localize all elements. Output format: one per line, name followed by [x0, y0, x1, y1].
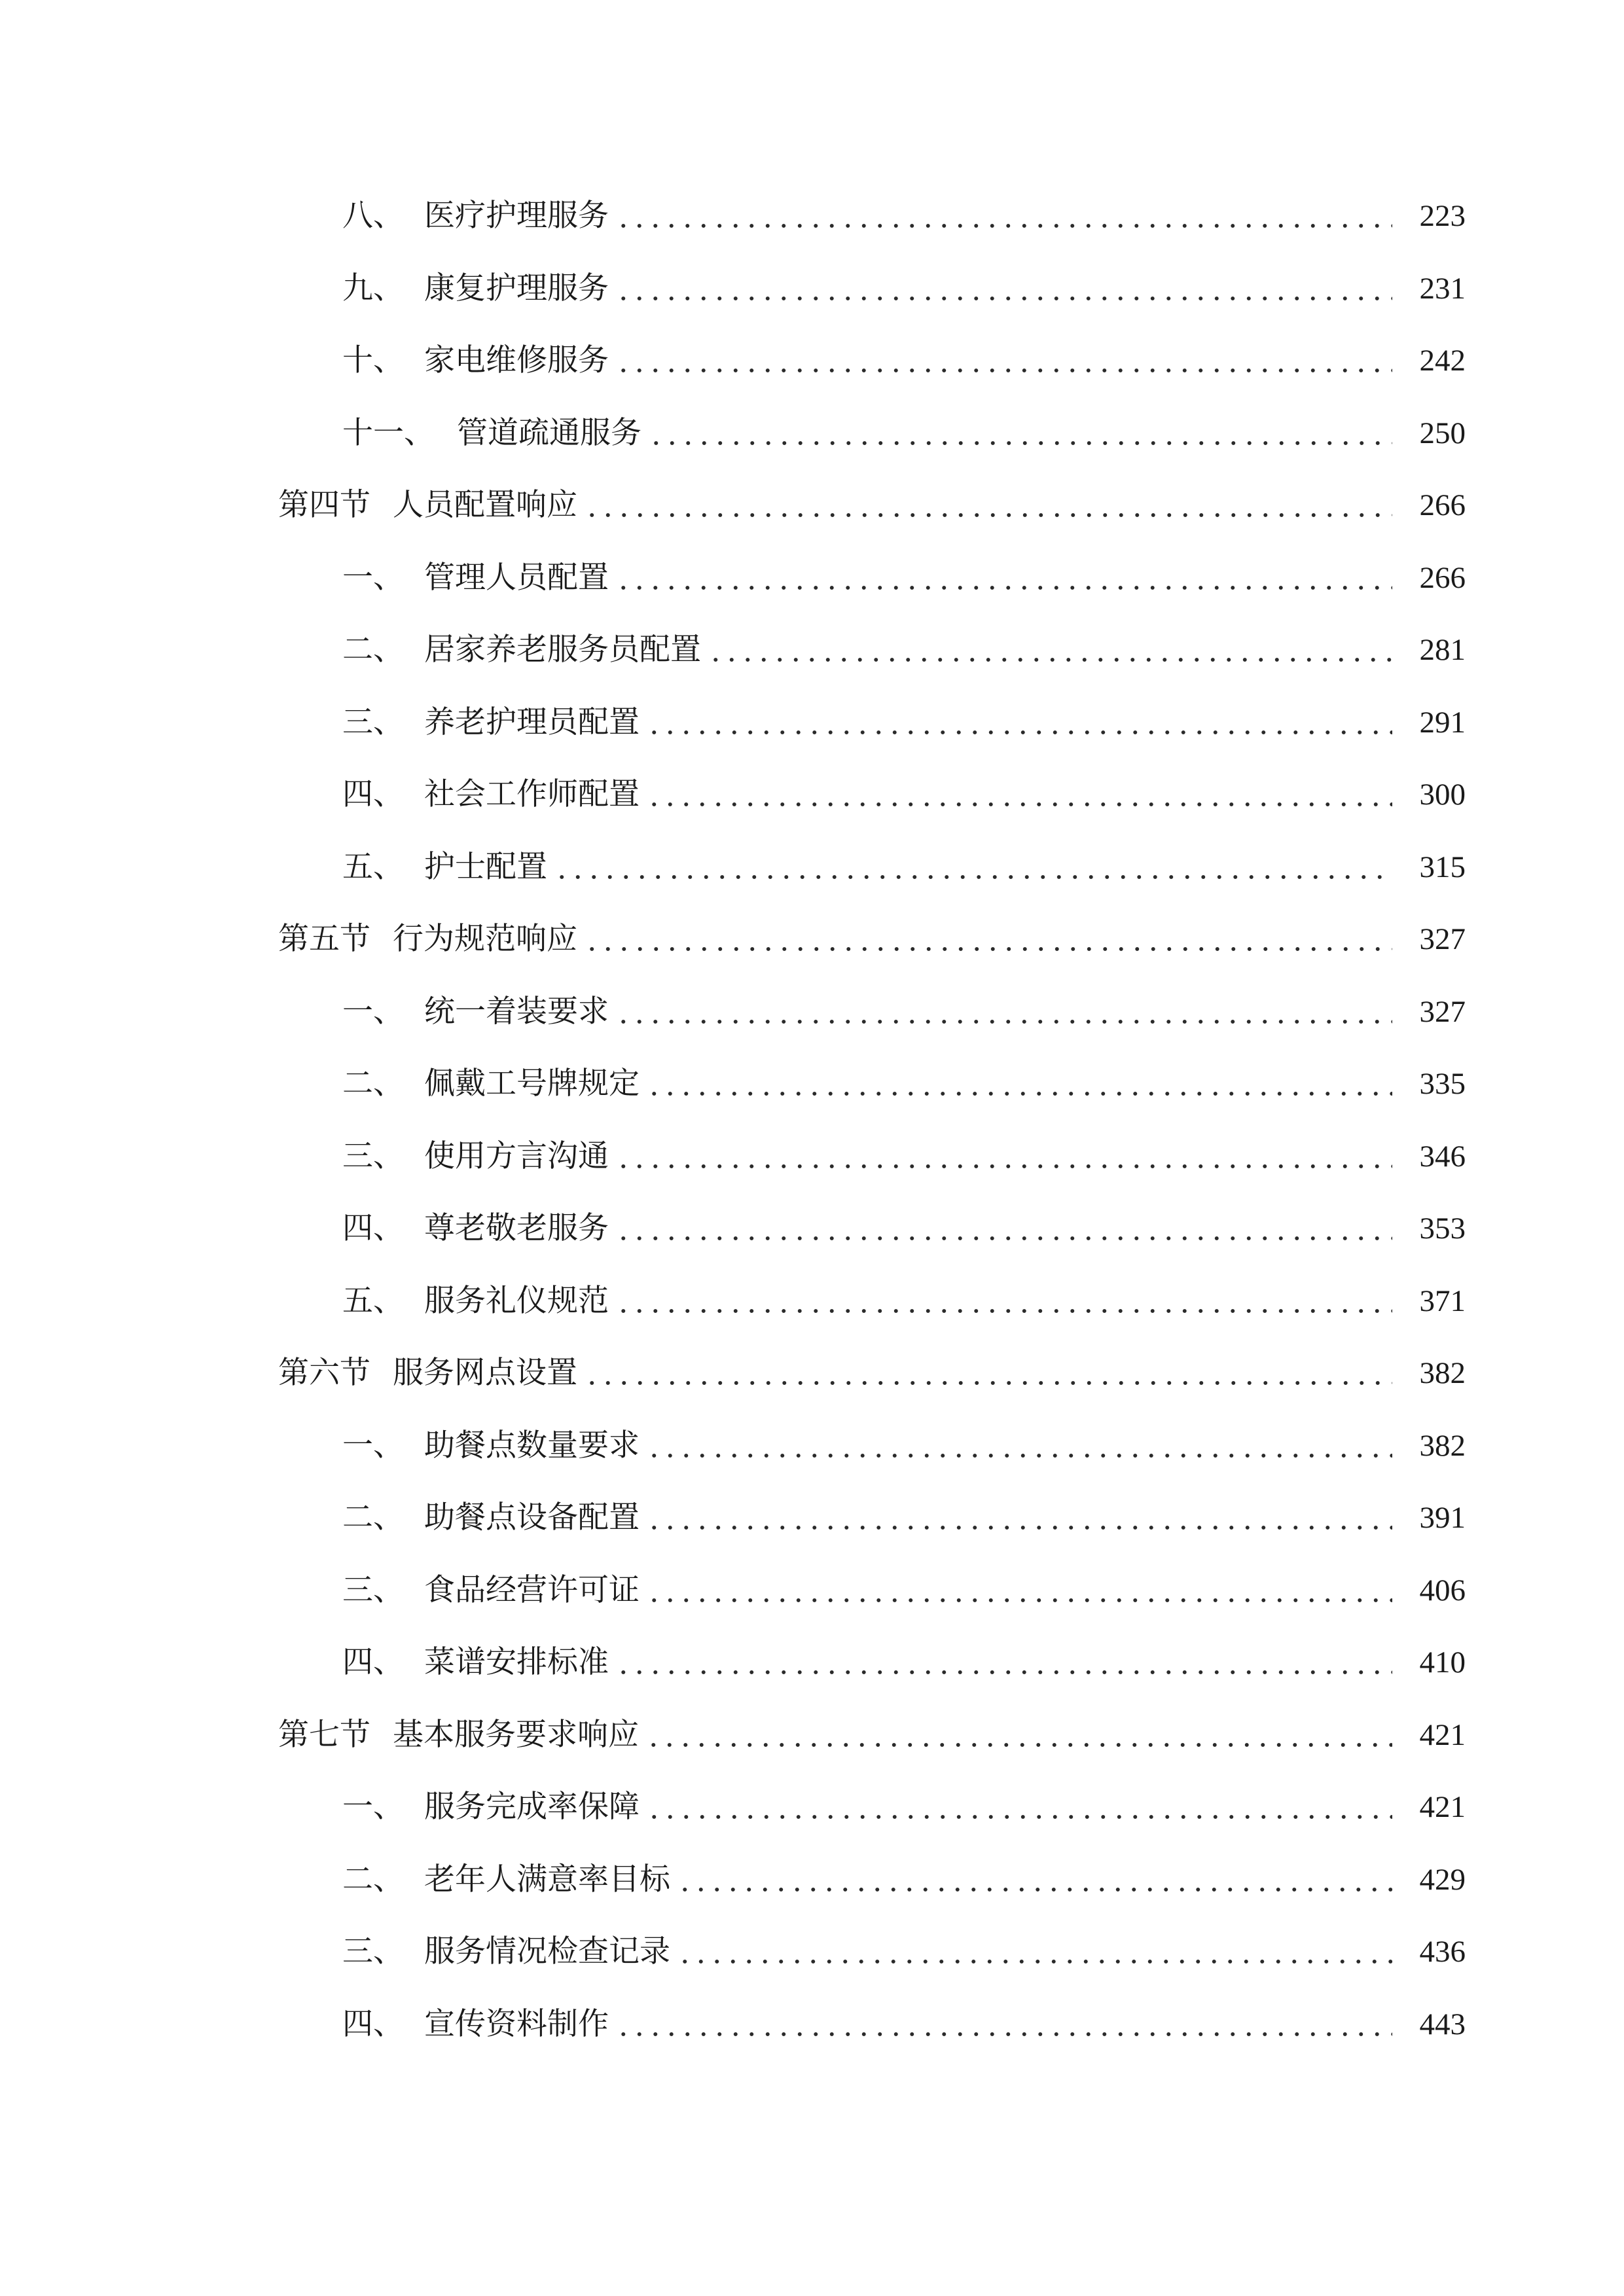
- toc-page-number: 421: [1419, 1717, 1466, 1752]
- dot-leader: [645, 1709, 1392, 1761]
- toc-page-number: 353: [1419, 1211, 1466, 1246]
- dot-leader: [615, 334, 1392, 387]
- dot-leader: [615, 986, 1392, 1038]
- toc-subsection-row[interactable]: [0, 262, 1624, 315]
- toc-entry-title: 使用方言沟通: [424, 1138, 609, 1174]
- toc-entry-title: 居家养老服务员配置: [424, 632, 701, 668]
- dot-leader: [615, 1636, 1392, 1689]
- toc-entry-number: 三、: [342, 1571, 404, 1608]
- toc-page-number: 223: [1419, 199, 1466, 233]
- toc-section-row[interactable]: [0, 1347, 1624, 1399]
- toc-subsection-row[interactable]: [0, 407, 1624, 459]
- toc-page-number: 406: [1419, 1573, 1466, 1607]
- dot-leader: [646, 1564, 1392, 1617]
- toc-page-number: 410: [1419, 1645, 1466, 1679]
- dot-leader: [646, 696, 1392, 749]
- dot-leader: [615, 1275, 1392, 1327]
- dot-leader: [615, 1998, 1392, 2051]
- toc-page-number: 291: [1419, 705, 1466, 740]
- toc-entry-number: 一、: [342, 1789, 404, 1825]
- toc-entry-number: 二、: [342, 1499, 404, 1535]
- toc-entry-number: 三、: [342, 1933, 404, 1969]
- toc-entry-title: 康复护理服务: [424, 270, 609, 306]
- toc-subsection-row[interactable]: [0, 1636, 1624, 1689]
- toc-entry-title: 服务礼仪规范: [424, 1282, 609, 1319]
- toc-entry-title: 家电维修服务: [424, 342, 609, 378]
- toc-entry-title: 社会工作师配置: [424, 776, 640, 812]
- toc-subsection-row[interactable]: [0, 1492, 1624, 1544]
- dot-leader: [615, 262, 1392, 315]
- toc-entry-title: 医疗护理服务: [424, 198, 609, 234]
- toc-subsection-row[interactable]: [0, 1564, 1624, 1617]
- toc-entry-number: 第五节: [278, 921, 370, 957]
- toc-entry-number: 十、: [342, 342, 404, 378]
- toc-page-number: 443: [1419, 2007, 1466, 2041]
- toc-entry-number: 二、: [342, 1066, 404, 1102]
- toc-entry-title: 尊老敬老服务: [424, 1210, 609, 1246]
- toc-entry-title: 宣传资料制作: [424, 2005, 609, 2042]
- toc-entry-title: 服务情况检查记录: [424, 1933, 670, 1969]
- dot-leader: [584, 913, 1392, 965]
- dot-leader: [646, 1420, 1392, 1472]
- toc-page-number: 266: [1419, 488, 1466, 522]
- toc-entry-title: 人员配置响应: [393, 487, 577, 523]
- toc-entry-title: 佩戴工号牌规定: [424, 1066, 640, 1102]
- dot-leader: [646, 1058, 1392, 1110]
- toc-page-number: 335: [1419, 1067, 1466, 1101]
- toc-entry-title: 助餐点设备配置: [424, 1499, 640, 1535]
- dot-leader: [615, 190, 1392, 242]
- toc-entry-number: 第六节: [278, 1355, 370, 1391]
- toc-page-number: 300: [1419, 778, 1466, 812]
- toc-page-number: 346: [1419, 1139, 1466, 1174]
- toc-entry-number: 八、: [342, 198, 404, 234]
- dot-leader: [648, 407, 1392, 459]
- toc-entry-number: 五、: [342, 1282, 404, 1319]
- toc-entry-title: 服务完成率保障: [424, 1789, 640, 1825]
- toc-subsection-row[interactable]: [0, 552, 1624, 604]
- toc-entry-title: 养老护理员配置: [424, 704, 640, 740]
- toc-entry-title: 管理人员配置: [424, 559, 609, 596]
- toc-entry-number: 四、: [342, 1210, 404, 1246]
- toc-page-number: 429: [1419, 1862, 1466, 1897]
- toc-page-number: 315: [1419, 850, 1466, 884]
- toc-entry-number: 二、: [342, 632, 404, 668]
- dot-leader: [677, 1926, 1392, 1978]
- toc-entry-title: 菜谱安排标准: [424, 1644, 609, 1680]
- toc-subsection-row[interactable]: [0, 334, 1624, 387]
- toc-entry-title: 行为规范响应: [393, 921, 577, 957]
- toc-entry-title: 助餐点数量要求: [424, 1427, 640, 1463]
- toc-page-number: 327: [1419, 994, 1466, 1029]
- toc-page-number: 327: [1419, 922, 1466, 956]
- toc-section-row[interactable]: [0, 1709, 1624, 1761]
- toc-subsection-row[interactable]: [0, 768, 1624, 821]
- toc-subsection-row[interactable]: [0, 1058, 1624, 1110]
- toc-entry-title: 服务网点设置: [393, 1355, 577, 1391]
- toc-entry-number: 十一、: [342, 414, 435, 451]
- toc-subsection-row[interactable]: [0, 1202, 1624, 1255]
- toc-section-row[interactable]: [0, 913, 1624, 965]
- toc-entry-title: 食品经营许可证: [424, 1571, 640, 1608]
- toc-page-number: 391: [1419, 1501, 1466, 1535]
- dot-leader: [615, 552, 1392, 604]
- toc-entry-number: 三、: [342, 1138, 404, 1174]
- dot-leader: [615, 1130, 1392, 1183]
- toc-subsection-row[interactable]: [0, 986, 1624, 1038]
- toc-page-number: 250: [1419, 416, 1466, 450]
- toc-page-number: 371: [1419, 1283, 1466, 1318]
- toc-page-number: 266: [1419, 560, 1466, 595]
- toc-entry-number: 三、: [342, 704, 404, 740]
- toc-entry-number: 第七节: [278, 1716, 370, 1753]
- toc-page-number: 242: [1419, 344, 1466, 378]
- dot-leader: [646, 1781, 1392, 1833]
- toc-page-number: 436: [1419, 1935, 1466, 1969]
- toc-entry-number: 一、: [342, 993, 404, 1030]
- toc-section-row[interactable]: [0, 479, 1624, 531]
- toc-entry-number: 第四节: [278, 487, 370, 523]
- toc-entry-number: 一、: [342, 559, 404, 596]
- toc-subsection-row[interactable]: [0, 1420, 1624, 1472]
- toc-page-number: 382: [1419, 1428, 1466, 1463]
- toc-entry-number: 二、: [342, 1861, 404, 1897]
- toc-subsection-row[interactable]: [0, 190, 1624, 242]
- dot-leader: [584, 479, 1392, 531]
- toc-entry-number: 九、: [342, 270, 404, 306]
- toc-subsection-row[interactable]: [0, 1275, 1624, 1327]
- toc-entry-number: 五、: [342, 848, 404, 885]
- dot-leader: [554, 841, 1392, 893]
- toc-page-number: 231: [1419, 271, 1466, 306]
- toc-entry-number: 一、: [342, 1427, 404, 1463]
- toc-subsection-row[interactable]: [0, 1130, 1624, 1183]
- toc-entry-title: 基本服务要求响应: [393, 1716, 639, 1753]
- toc-entry-title: 老年人满意率目标: [424, 1861, 670, 1897]
- toc-entry-title: 管道疏通服务: [457, 414, 641, 451]
- toc-subsection-row[interactable]: [0, 1854, 1624, 1906]
- toc-subsection-row[interactable]: [0, 1781, 1624, 1833]
- toc-page-number: 382: [1419, 1356, 1466, 1390]
- toc-page-number: 421: [1419, 1790, 1466, 1824]
- toc-entry-number: 四、: [342, 2005, 404, 2042]
- dot-leader: [677, 1854, 1392, 1906]
- toc-entry-number: 四、: [342, 776, 404, 812]
- dot-leader: [646, 1492, 1392, 1544]
- dot-leader: [584, 1347, 1392, 1399]
- toc-subsection-row[interactable]: [0, 624, 1624, 676]
- toc-subsection-row[interactable]: [0, 841, 1624, 893]
- toc-entry-title: 护士配置: [424, 848, 547, 885]
- toc-subsection-row[interactable]: [0, 1926, 1624, 1978]
- dot-leader: [646, 768, 1392, 821]
- dot-leader: [708, 624, 1392, 676]
- toc-subsection-row[interactable]: [0, 1998, 1624, 2051]
- toc-subsection-row[interactable]: [0, 696, 1624, 749]
- toc-page-number: 281: [1419, 633, 1466, 667]
- dot-leader: [615, 1202, 1392, 1255]
- toc-entry-title: 统一着装要求: [424, 993, 609, 1030]
- toc-entry-number: 四、: [342, 1644, 404, 1680]
